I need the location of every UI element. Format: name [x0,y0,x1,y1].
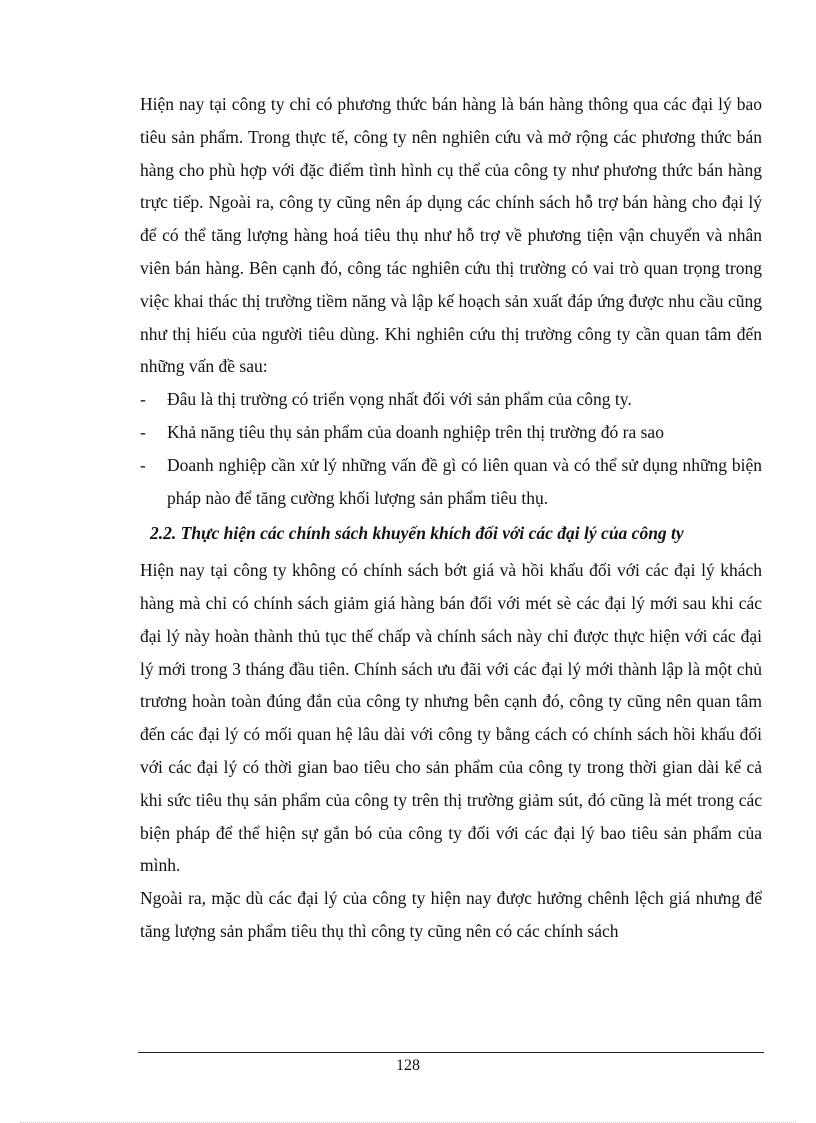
bullet-dash: - [140,454,146,475]
list-item [140,416,762,449]
bullet-dash: - [140,389,146,410]
list-item-text: Đâu là thị trường có triển vọng nhất đối với sản phẩm của công ty. [167,389,632,410]
page-body [140,88,762,948]
list-item [140,449,762,515]
paragraph-additional-policy: Ngoài ra, mặc dù các đại lý của công ty hiện nay được hưởng chênh lệch giá nhưng để tăng lượng sản phẩm tiêu thụ thì công ty cũng nên có các chính sách [140,888,762,941]
paragraph-sales-methods: Hiện nay tại công ty chỉ có phương thức bán hàng là bán hàng thông qua các đại lý bao tiêu sản phẩm. Trong thực tế, công ty nên nghiên cứu và mở rộng các phương thức bán hàng cho phù hợp với đặc điểm tình hình cụ thể của công ty như phương thức bán hàng trực tiếp. Ngoài ra, công ty cũng nên áp dụng các chính sách hỗ trợ bán hàng cho đại lý để có thể tăng lượng hàng hoá tiêu thụ như hỗ trợ về phương tiện vận chuyển và nhân viên bán hàng. Bên cạnh đó, công tác nghiên cứu thị trường có vai trò quan trọng trong việc khai thác thị trường tiềm năng và lập kế hoạch sản xuất đáp ứng được nhu cầu cũng như thị hiếu của người tiêu dùng. Khi nghiên cứu thị trường công ty cần quan tâm đến những vấn đề sau: [140,94,762,377]
list-item [140,383,762,416]
paragraph-discount-policy: Hiện nay tại công ty không có chính sách bớt giá và hồi khấu đối với các đại lý khách hàng mà chỉ có chính sách giảm giá hàng bán đối với mét sè các đại lý mới sau khi các đại lý này hoàn thành thủ tục thế chấp và chính sách này chỉ được thực hiện với các đại lý mới trong 3 tháng đầu tiên. Chính sách ưu đãi với các đại lý mới thành lập là một chủ trương hoàn toàn đúng đắn của công ty nhưng bên cạnh đó, công ty cũng nên quan tâm đến các đại lý có mối quan hệ lâu dài với công ty bằng cách có chính sách hồi khấu đối với các đại lý có thời gian bao tiêu cho sản phẩm của công ty trong thời gian dài kể cả khi sức tiêu thụ sản phẩm của công ty trên thị trường giảm sút, đó cũng là mét trong các biện pháp để thể hiện sự gắn bó của công ty đối với các đại lý bao tiêu sản phẩm của mình. [140,560,762,876]
bullet-dash: - [140,421,146,442]
page-number: 128 [396,1057,420,1074]
market-research-list [140,383,762,514]
footer-divider [138,1052,764,1053]
list-item-text: Doanh nghiệp cần xử lý những vấn đề gì có liên quan và có thể sử dụng những biện pháp nào để tăng cường khối lượng sản phẩm tiêu thụ. [167,454,762,508]
list-item-text: Khả năng tiêu thụ sản phẩm của doanh nghiệp trên thị trường đó ra sao [167,421,664,442]
section-heading: 2.2. Thực hiện các chính sách khuyến khích đối với các đại lý của công ty [150,523,684,544]
